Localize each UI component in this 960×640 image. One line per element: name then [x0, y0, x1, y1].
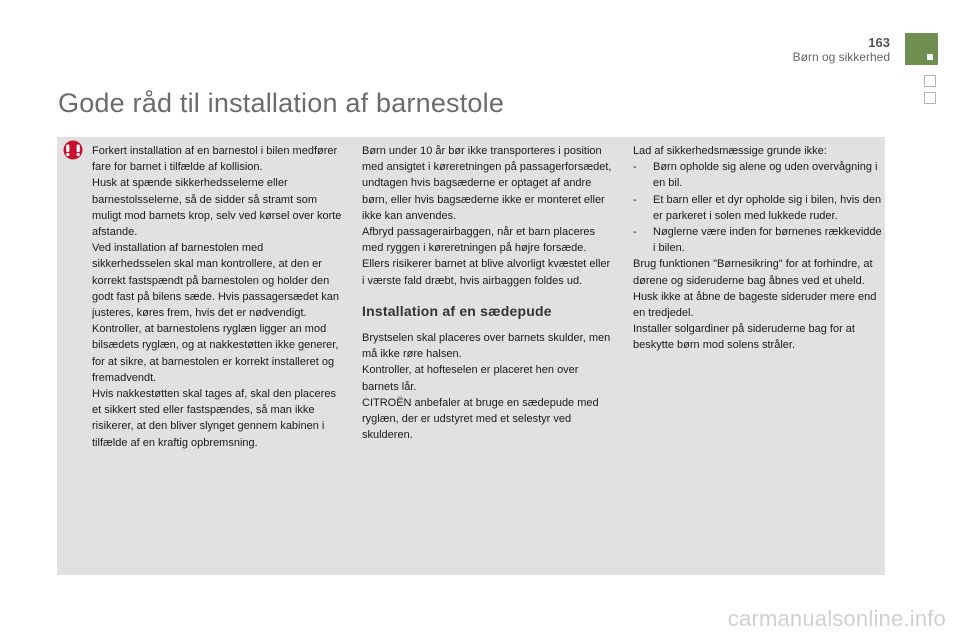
watermark: carmanualsonline.info [727, 606, 946, 631]
list-item [633, 192, 883, 224]
section-tab-2[interactable] [924, 75, 936, 87]
warning-icon [63, 140, 83, 160]
paragraph: Brug funktionen "Børnesikring" for at forhindre, at dørene og sideruderne bag åbnes ved et uheld. [633, 258, 873, 287]
paragraph: Hvis nakkestøtten skal tages af, skal den placeres et sikkert sted eller fastspændes, så man ikke risikerer, at den bliver slynget gennem kabinen i tilfælde af en kraftig opbremsning. [92, 388, 336, 449]
column-2 [362, 143, 612, 443]
paragraph: Kontroller, at barnestolens ryglæn ligger an mod bilsædets ryglæn, og at nakkestøtten ikke generer, for at sikre, at barnestolen er korrekt installeret og fremadvendt. [92, 323, 339, 384]
dash-bullet: - [633, 193, 637, 206]
paragraph: Installer solgardiner på sideruderne bag for at beskytte børn mod solens stråler. [633, 323, 855, 352]
paragraph: Brystselen skal placeres over barnets skulder, men må ikke røre halsen. [362, 332, 611, 361]
paragraph: Forkert installation af en barnestol i bilen medfører fare for barnet i tilfælde af kollision. [92, 145, 338, 174]
page-header [793, 36, 890, 64]
section-name: Børn og sikkerhed [792, 50, 890, 64]
list-item-text: Nøglerne være inden for børnenes rækkevidde i bilen. [653, 226, 882, 255]
subheading: Installation af en sædepude [362, 302, 552, 319]
list-item-text: Et barn eller et dyr opholde sig i bilen, hvis den er parkeret i solen med lukkede ruder. [653, 193, 882, 222]
paragraph: Ellers risikerer barnet at blive alvorligt kvæstet eller i værste fald dræbt, hvis airbaggen foldes ud. [362, 258, 611, 287]
section-tab-active[interactable] [905, 33, 938, 65]
paragraph: CITROËN anbefaler at bruge en sædepude med ryglæn, der er udstyret med et selestyr ved skulderen. [362, 396, 599, 442]
page-number: 163 [868, 35, 890, 50]
paragraph: Ved installation af barnestolen med sikkerhedsselen skal man kontrollere, at den er korrekt fastspændt på barnestolen og holder den godt fast på bilens sæde. Hvis passagersædet kan justeres, køres frem, hvis det er nødvendigt. [92, 242, 340, 320]
paragraph: Husk ikke at åbne de bageste sideruder mere end en tredjedel. [633, 290, 877, 320]
dash-bullet: - [633, 161, 637, 174]
paragraph: Børn under 10 år bør ikke transporteres i position med ansigtet i køreretningen på passagerforsædet, undtagen hvis bagsæderne er optaget af andre børn, eller hvis bagsæderne ikke er monteret eller ikke kan anvendes. [362, 145, 612, 222]
paragraph: Afbryd passagerairbaggen, når et barn placeres med ryggen i køreretningen på højre forsæde. [362, 226, 595, 255]
section-tab-3[interactable] [924, 92, 936, 104]
intro: Lad af sikkerhedsmæssige grunde ikke: [633, 145, 827, 157]
list-item [633, 224, 883, 256]
dash-bullet: - [633, 226, 637, 239]
page-title: Gode råd til installation af barnestole [58, 88, 505, 118]
list-item [633, 159, 883, 191]
paragraph: Husk at spænde sikkerhedsselerne eller barnestolsselerne, så de sidder så stramt som muligt mod barnets krop, selv ved kørsel over korte afstande. [92, 177, 342, 239]
column-1 [92, 143, 342, 451]
column-3 [633, 143, 883, 354]
paragraph: Kontroller, at hofteselen er placeret hen over barnets lår. [362, 364, 579, 393]
tab-marker [927, 54, 933, 60]
list-item-text: Børn opholde sig alene og uden overvågning i en bil. [653, 161, 878, 190]
